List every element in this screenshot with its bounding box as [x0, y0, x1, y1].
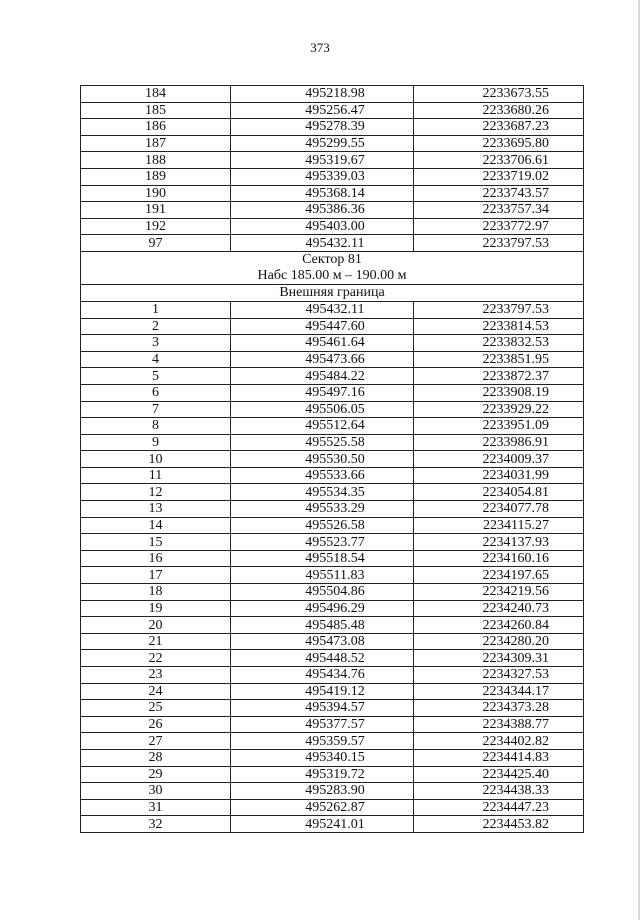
point-number: 7	[81, 401, 231, 418]
table-row	[81, 766, 584, 783]
point-number: 97	[81, 235, 231, 252]
table-row	[81, 102, 584, 119]
y-coordinate: 2233695.80	[414, 135, 584, 152]
point-number: 3	[81, 335, 231, 352]
point-number: 4	[81, 351, 231, 368]
x-coordinate: 495496.29	[231, 600, 414, 617]
x-coordinate: 495448.52	[231, 650, 414, 667]
table-row	[81, 584, 584, 601]
point-number: 2	[81, 318, 231, 335]
table-row	[81, 135, 584, 152]
table-row	[81, 418, 584, 435]
y-coordinate: 2233797.53	[414, 235, 584, 252]
point-number: 192	[81, 218, 231, 235]
x-coordinate: 495504.86	[231, 584, 414, 601]
table-row	[81, 119, 584, 136]
y-coordinate: 2233772.97	[414, 218, 584, 235]
table-row	[81, 384, 584, 401]
y-coordinate: 2233797.53	[414, 301, 584, 318]
point-number: 184	[81, 86, 231, 103]
point-number: 189	[81, 168, 231, 185]
point-number: 21	[81, 633, 231, 650]
x-coordinate: 495526.58	[231, 517, 414, 534]
y-coordinate: 2233757.34	[414, 202, 584, 219]
x-coordinate: 495434.76	[231, 667, 414, 684]
table-row	[81, 650, 584, 667]
point-number: 24	[81, 683, 231, 700]
y-coordinate: 2234137.93	[414, 534, 584, 551]
x-coordinate: 495319.72	[231, 766, 414, 783]
table-row	[81, 667, 584, 684]
point-number: 185	[81, 102, 231, 119]
table-row	[81, 86, 584, 103]
y-coordinate: 2234115.27	[414, 517, 584, 534]
x-coordinate: 495473.66	[231, 351, 414, 368]
point-number: 30	[81, 783, 231, 800]
sector-coordinates	[81, 301, 584, 832]
point-number: 32	[81, 816, 231, 833]
y-coordinate: 2234219.56	[414, 584, 584, 601]
y-coordinate: 2234344.17	[414, 683, 584, 700]
point-number: 188	[81, 152, 231, 169]
x-coordinate: 495256.47	[231, 102, 414, 119]
point-number: 186	[81, 119, 231, 136]
point-number: 16	[81, 550, 231, 567]
x-coordinate: 495340.15	[231, 749, 414, 766]
point-number: 1	[81, 301, 231, 318]
point-number: 25	[81, 700, 231, 717]
table-row	[81, 633, 584, 650]
x-coordinate: 495241.01	[231, 816, 414, 833]
point-number: 5	[81, 368, 231, 385]
y-coordinate: 2234402.82	[414, 733, 584, 750]
y-coordinate: 2234438.33	[414, 783, 584, 800]
x-coordinate: 495403.00	[231, 218, 414, 235]
table-row	[81, 783, 584, 800]
x-coordinate: 495278.39	[231, 119, 414, 136]
point-number: 11	[81, 467, 231, 484]
point-number: 23	[81, 667, 231, 684]
coordinates-table	[80, 85, 584, 833]
y-coordinate: 2233706.61	[414, 152, 584, 169]
table-row	[81, 600, 584, 617]
x-coordinate: 495377.57	[231, 716, 414, 733]
x-coordinate: 495394.57	[231, 700, 414, 717]
table-row	[81, 816, 584, 833]
sector-boundary-label: Внешняя граница	[81, 284, 584, 301]
x-coordinate: 495262.87	[231, 799, 414, 816]
x-coordinate: 495299.55	[231, 135, 414, 152]
y-coordinate: 2233929.22	[414, 401, 584, 418]
y-coordinate: 2233814.53	[414, 318, 584, 335]
point-number: 20	[81, 617, 231, 634]
y-coordinate: 2234077.78	[414, 501, 584, 518]
x-coordinate: 495359.57	[231, 733, 414, 750]
point-number: 10	[81, 451, 231, 468]
x-coordinate: 495485.48	[231, 617, 414, 634]
table-row	[81, 368, 584, 385]
point-number: 27	[81, 733, 231, 750]
y-coordinate: 2233832.53	[414, 335, 584, 352]
y-coordinate: 2234009.37	[414, 451, 584, 468]
table-row	[81, 550, 584, 567]
table-row	[81, 202, 584, 219]
sector-boundary-row	[81, 284, 584, 301]
table-row	[81, 318, 584, 335]
x-coordinate: 495525.58	[231, 434, 414, 451]
x-coordinate: 495512.64	[231, 418, 414, 435]
sector-title: Сектор 81	[81, 251, 584, 268]
point-number: 12	[81, 484, 231, 501]
x-coordinate: 495484.22	[231, 368, 414, 385]
y-coordinate: 2234327.53	[414, 667, 584, 684]
table-row	[81, 335, 584, 352]
table-row	[81, 617, 584, 634]
y-coordinate: 2234388.77	[414, 716, 584, 733]
x-coordinate: 495506.05	[231, 401, 414, 418]
table-row	[81, 434, 584, 451]
sector-height-row	[81, 268, 584, 285]
x-coordinate: 495518.54	[231, 550, 414, 567]
x-coordinate: 495533.66	[231, 467, 414, 484]
x-coordinate: 495432.11	[231, 235, 414, 252]
table-row	[81, 700, 584, 717]
y-coordinate: 2234414.83	[414, 749, 584, 766]
point-number: 13	[81, 501, 231, 518]
y-coordinate: 2234425.40	[414, 766, 584, 783]
table-row	[81, 501, 584, 518]
x-coordinate: 495534.35	[231, 484, 414, 501]
point-number: 191	[81, 202, 231, 219]
x-coordinate: 495523.77	[231, 534, 414, 551]
y-coordinate: 2233743.57	[414, 185, 584, 202]
sector-header	[81, 251, 584, 301]
y-coordinate: 2233986.91	[414, 434, 584, 451]
point-number: 26	[81, 716, 231, 733]
point-number: 22	[81, 650, 231, 667]
table-row	[81, 716, 584, 733]
point-number: 6	[81, 384, 231, 401]
table-row	[81, 733, 584, 750]
table-row	[81, 749, 584, 766]
x-coordinate: 495530.50	[231, 451, 414, 468]
table-row	[81, 401, 584, 418]
table-row	[81, 799, 584, 816]
table-row	[81, 451, 584, 468]
y-coordinate: 2234054.81	[414, 484, 584, 501]
x-coordinate: 495218.98	[231, 86, 414, 103]
x-coordinate: 495283.90	[231, 783, 414, 800]
x-coordinate: 495368.14	[231, 185, 414, 202]
x-coordinate: 495419.12	[231, 683, 414, 700]
y-coordinate: 2234260.84	[414, 617, 584, 634]
x-coordinate: 495447.60	[231, 318, 414, 335]
y-coordinate: 2233872.37	[414, 368, 584, 385]
table-row	[81, 218, 584, 235]
x-coordinate: 495473.08	[231, 633, 414, 650]
table-row	[81, 301, 584, 318]
point-number: 190	[81, 185, 231, 202]
y-coordinate: 2233851.95	[414, 351, 584, 368]
y-coordinate: 2233719.02	[414, 168, 584, 185]
x-coordinate: 495533.29	[231, 501, 414, 518]
sector-title-row	[81, 251, 584, 268]
table-row	[81, 467, 584, 484]
table-row	[81, 683, 584, 700]
y-coordinate: 2233687.23	[414, 119, 584, 136]
y-coordinate: 2234280.20	[414, 633, 584, 650]
page-number: 373	[310, 40, 330, 55]
y-coordinate: 2233673.55	[414, 86, 584, 103]
table-row	[81, 567, 584, 584]
point-number: 14	[81, 517, 231, 534]
table-row	[81, 534, 584, 551]
y-coordinate: 2233951.09	[414, 418, 584, 435]
y-coordinate: 2234447.23	[414, 799, 584, 816]
y-coordinate: 2233680.26	[414, 102, 584, 119]
table-row	[81, 152, 584, 169]
y-coordinate: 2234160.16	[414, 550, 584, 567]
table-row	[81, 168, 584, 185]
y-coordinate: 2234309.31	[414, 650, 584, 667]
y-coordinate: 2234373.28	[414, 700, 584, 717]
point-number: 8	[81, 418, 231, 435]
table-row	[81, 484, 584, 501]
point-number: 15	[81, 534, 231, 551]
y-coordinate: 2234453.82	[414, 816, 584, 833]
x-coordinate: 495432.11	[231, 301, 414, 318]
table-row	[81, 185, 584, 202]
sector-height-range: Набс 185.00 м – 190.00 м	[81, 268, 584, 285]
table-row	[81, 235, 584, 252]
point-number: 9	[81, 434, 231, 451]
point-number: 29	[81, 766, 231, 783]
y-coordinate: 2234031.99	[414, 467, 584, 484]
table-row	[81, 351, 584, 368]
point-number: 18	[81, 584, 231, 601]
point-number: 19	[81, 600, 231, 617]
x-coordinate: 495386.36	[231, 202, 414, 219]
point-number: 31	[81, 799, 231, 816]
y-coordinate: 2234197.65	[414, 567, 584, 584]
point-number: 28	[81, 749, 231, 766]
coordinates-table-continued	[81, 86, 584, 252]
point-number: 187	[81, 135, 231, 152]
x-coordinate: 495461.64	[231, 335, 414, 352]
point-number: 17	[81, 567, 231, 584]
y-coordinate: 2234240.73	[414, 600, 584, 617]
y-coordinate: 2233908.19	[414, 384, 584, 401]
x-coordinate: 495339.03	[231, 168, 414, 185]
x-coordinate: 495319.67	[231, 152, 414, 169]
x-coordinate: 495497.16	[231, 384, 414, 401]
table-row	[81, 517, 584, 534]
x-coordinate: 495511.83	[231, 567, 414, 584]
